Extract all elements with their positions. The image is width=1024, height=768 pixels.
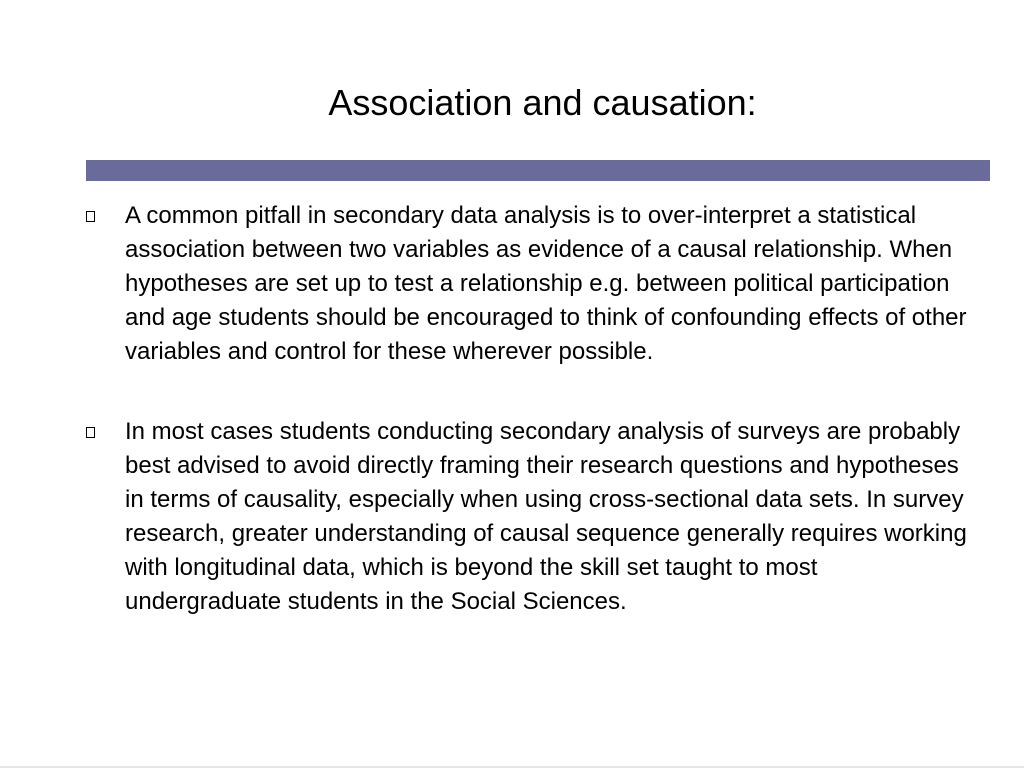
bullet-list (86, 199, 976, 619)
bullet-text: A common pitfall in secondary data analysis is to over-interpret a statistical association between two variables as evidence of a causal relationship. When hypotheses are set up to test a relationship e.g. between political participation and age students should be encouraged to think of confounding effects of other variables and control for these wherever possible. (125, 202, 967, 365)
square-bullet-icon (86, 211, 95, 222)
title-divider-bar (86, 160, 990, 181)
square-bullet-icon (86, 427, 95, 438)
bullet-text: In most cases students conducting secondary analysis of surveys are probably best advised to avoid directly framing their research questions and hypotheses in terms of causality, especially when using cross-sectional data sets. In survey research, greater understanding of causal sequence generally requires working with longitudinal data, which is beyond the skill set taught to most undergraduate students in the Social Sciences. (125, 418, 967, 615)
slide-title: Association and causation: (328, 82, 757, 123)
bullet-item (86, 415, 976, 619)
bullet-item (86, 199, 976, 369)
